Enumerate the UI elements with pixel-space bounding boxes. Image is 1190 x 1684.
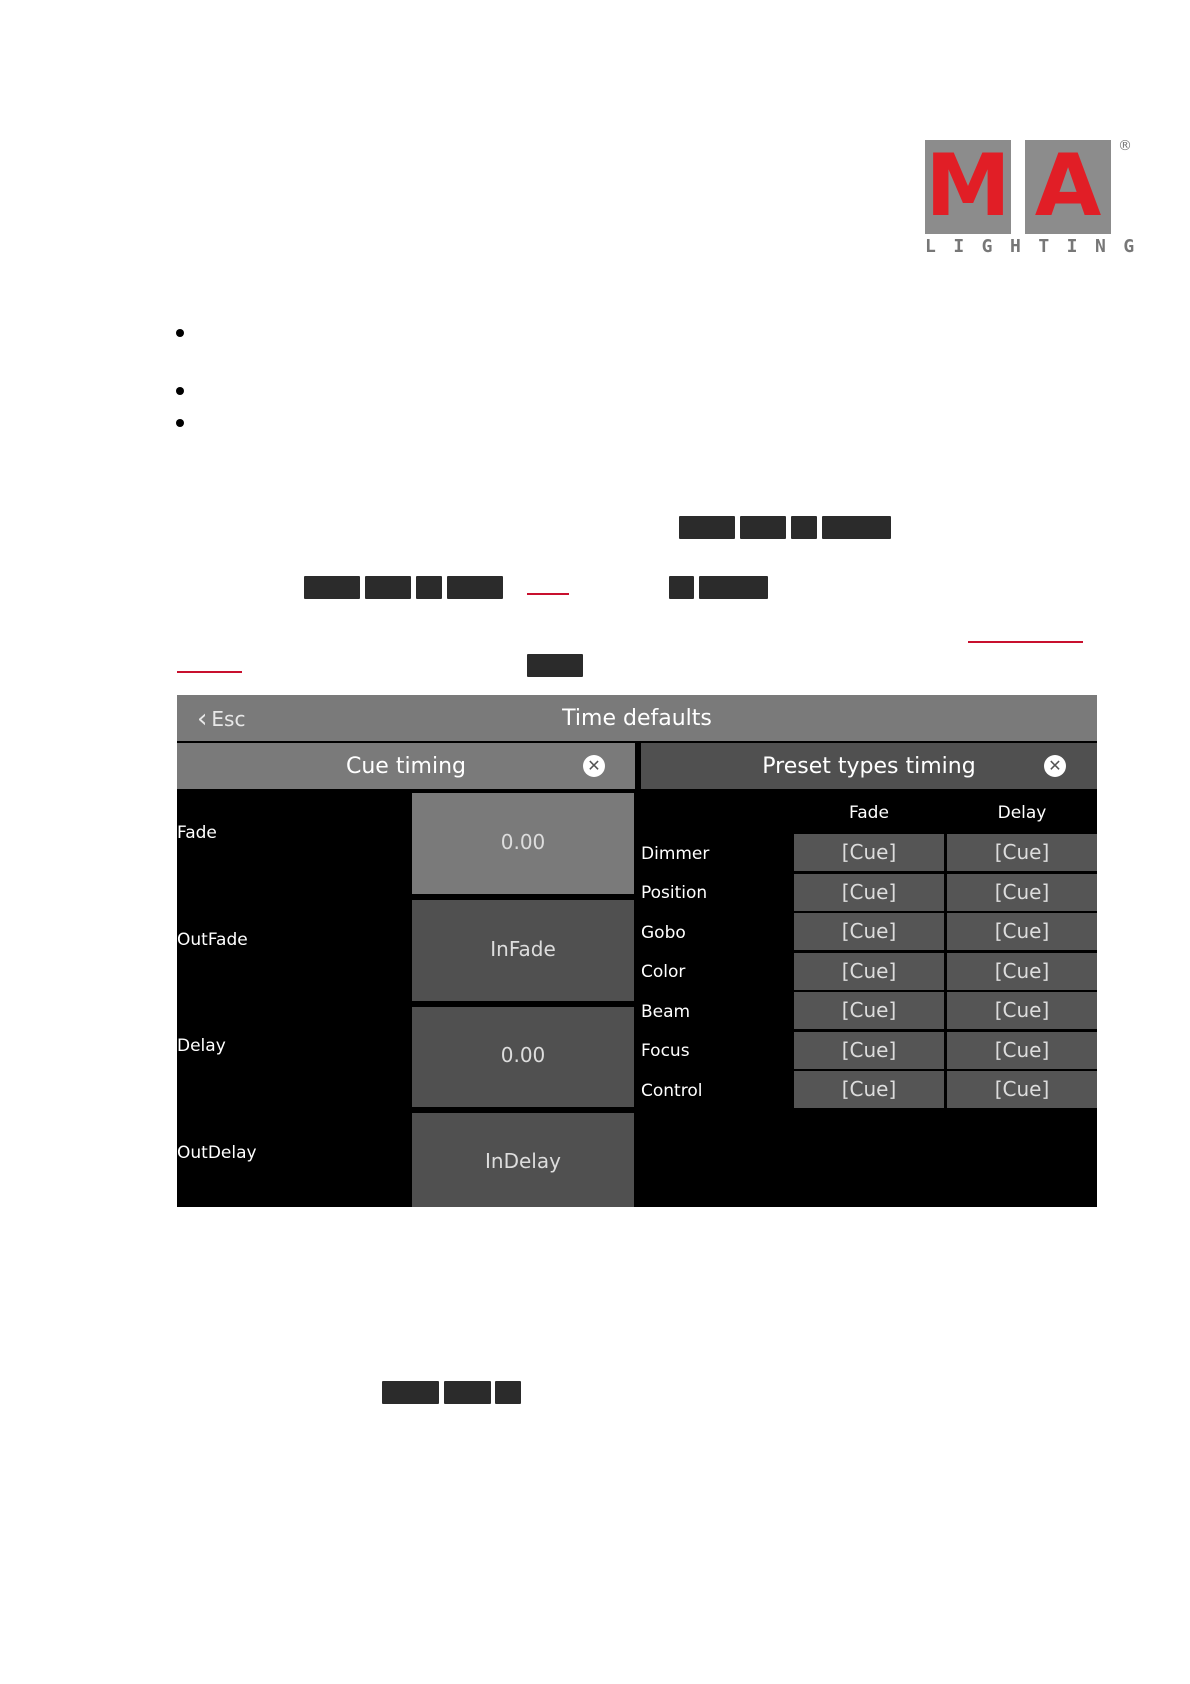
key-shape xyxy=(416,576,442,599)
key-shape xyxy=(444,1381,491,1404)
dimmer-fade-cell[interactable]: [Cue] xyxy=(794,834,944,871)
color-delay-cell[interactable]: [Cue] xyxy=(947,953,1097,990)
ma-logo-wordmark: LIGHTING xyxy=(925,236,1152,257)
link-underline[interactable] xyxy=(527,593,569,595)
key-shape xyxy=(669,576,694,599)
preset-row-label: Dimmer xyxy=(641,844,710,864)
color-fade-cell[interactable]: [Cue] xyxy=(794,953,944,990)
column-header-fade: Fade xyxy=(849,803,889,823)
key-shape xyxy=(699,576,768,599)
preset-row-label: Gobo xyxy=(641,923,686,943)
bullet-3 xyxy=(176,419,184,427)
close-icon[interactable]: ✕ xyxy=(583,755,605,777)
tab-cue-timing[interactable] xyxy=(177,743,635,789)
focus-fade-cell[interactable]: [Cue] xyxy=(794,1032,944,1069)
key-shape xyxy=(365,576,411,599)
link-underline[interactable] xyxy=(968,641,1083,643)
beam-delay-cell[interactable]: [Cue] xyxy=(947,992,1097,1029)
outdelay-value-field[interactable] xyxy=(412,1113,634,1207)
preset-row-label: Position xyxy=(641,883,708,903)
cue-label-outdelay: OutDelay xyxy=(177,1143,257,1163)
ma-logo-m: M xyxy=(925,136,1011,236)
outdelay-value: InDelay xyxy=(485,1149,561,1173)
key-shape xyxy=(791,516,817,539)
link-underline[interactable] xyxy=(177,671,242,673)
key-shape xyxy=(304,576,360,599)
fade-value-field[interactable] xyxy=(412,793,634,894)
column-header-delay: Delay xyxy=(997,803,1047,823)
fade-value: 0.00 xyxy=(500,830,546,854)
focus-delay-cell[interactable]: [Cue] xyxy=(947,1032,1097,1069)
beam-fade-cell[interactable]: [Cue] xyxy=(794,992,944,1029)
cue-label-outfade: OutFade xyxy=(177,930,248,950)
close-icon[interactable]: ✕ xyxy=(1044,755,1066,777)
preset-row-label: Beam xyxy=(641,1002,691,1022)
esc-label: Esc xyxy=(211,707,246,731)
time-defaults-window xyxy=(177,695,1097,1207)
ma-logo-m-box xyxy=(925,136,1011,236)
key-shape xyxy=(822,516,891,539)
preset-row-label: Focus xyxy=(641,1041,690,1061)
cue-timing-header: Cue timing xyxy=(345,754,467,779)
key-shape xyxy=(495,1381,521,1404)
gobo-delay-cell[interactable]: [Cue] xyxy=(947,913,1097,950)
registered-mark: ® xyxy=(1118,138,1132,154)
cue-label-delay: Delay xyxy=(177,1036,226,1056)
key-shape xyxy=(447,576,503,599)
chevron-left-icon: ‹ xyxy=(197,704,208,734)
delay-value: 0.00 xyxy=(500,1043,546,1067)
preset-types-timing-header: Preset types timing xyxy=(762,754,976,779)
preset-row-label: Control xyxy=(641,1081,703,1101)
key-shape xyxy=(740,516,786,539)
cue-label-fade: Fade xyxy=(177,823,217,843)
preset-row-label: Color xyxy=(641,962,686,982)
bullet-2 xyxy=(176,387,184,395)
window-title: Time defaults xyxy=(562,706,712,731)
outfade-value: InFade xyxy=(490,937,556,961)
title-bar xyxy=(177,695,1097,741)
dimmer-delay-cell[interactable]: [Cue] xyxy=(947,834,1097,871)
ma-logo-a-box xyxy=(1025,136,1111,236)
position-fade-cell[interactable]: [Cue] xyxy=(794,874,944,911)
position-delay-cell[interactable]: [Cue] xyxy=(947,874,1097,911)
key-shape xyxy=(527,654,583,677)
outfade-value-field[interactable] xyxy=(412,900,634,1001)
tab-preset-types-timing[interactable] xyxy=(641,743,1097,789)
key-shape xyxy=(679,516,735,539)
ma-logo-a: A xyxy=(1034,136,1102,236)
bullet-1 xyxy=(176,329,184,337)
delay-value-field[interactable] xyxy=(412,1007,634,1107)
gobo-fade-cell[interactable]: [Cue] xyxy=(794,913,944,950)
control-delay-cell[interactable]: [Cue] xyxy=(947,1071,1097,1108)
control-fade-cell[interactable]: [Cue] xyxy=(794,1071,944,1108)
key-shape xyxy=(382,1381,439,1404)
